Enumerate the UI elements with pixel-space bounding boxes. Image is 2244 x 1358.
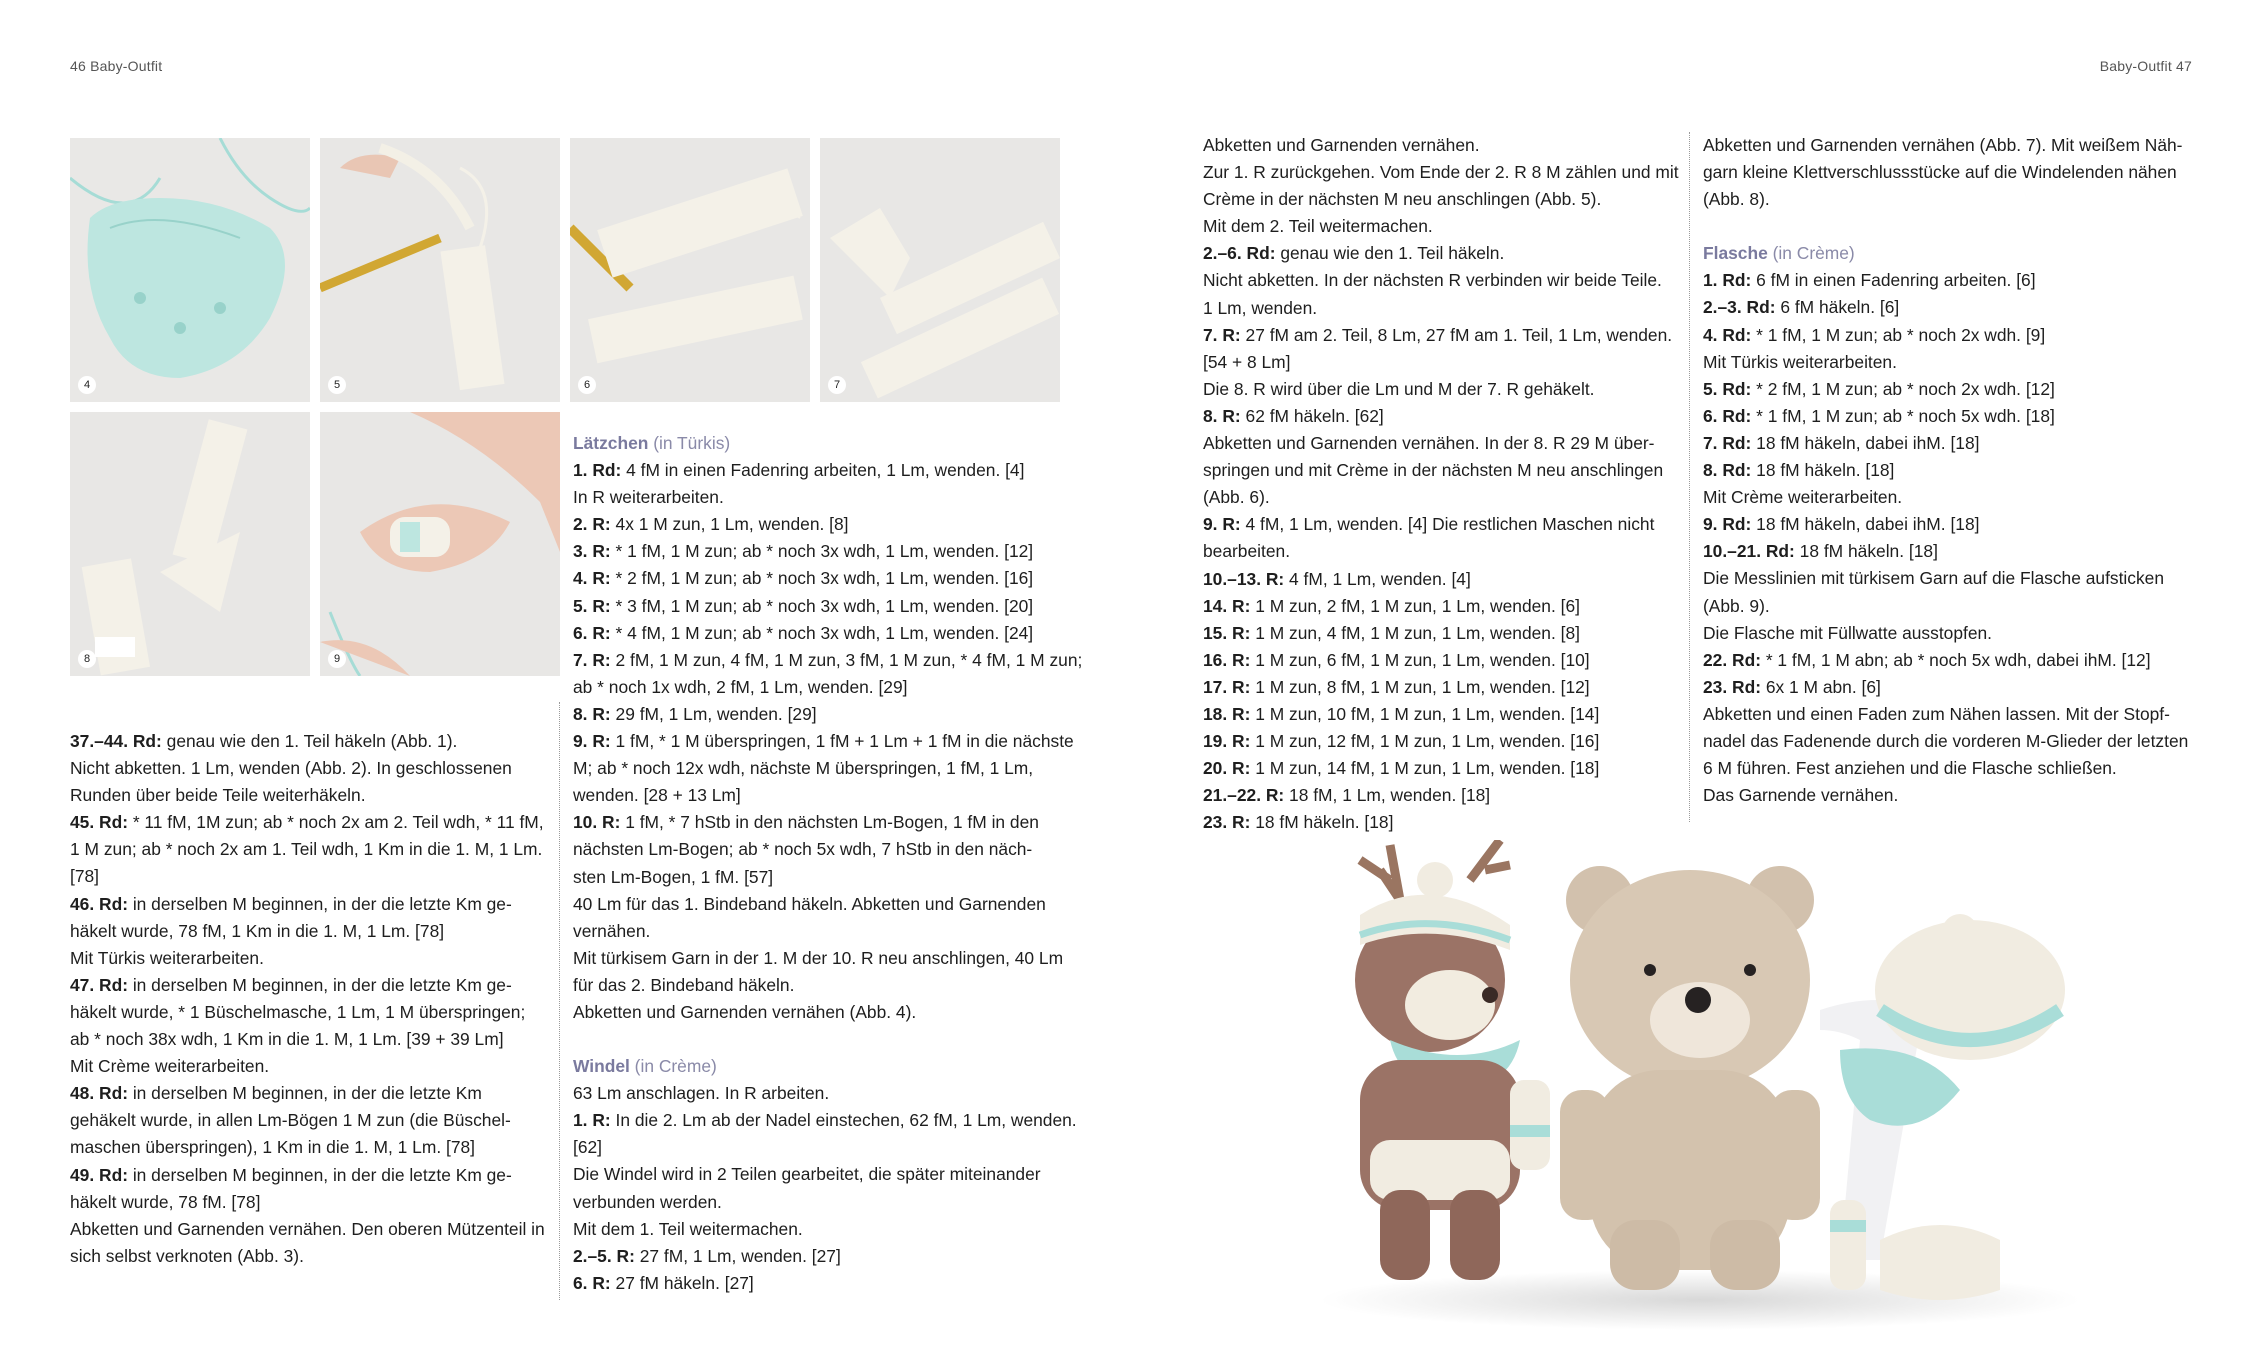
instruction-line <box>1703 403 2188 430</box>
instruction-text: (Abb. 6). <box>1203 487 1270 508</box>
row-label: 14. R: <box>1203 595 1251 616</box>
instruction-text: 1 M zun, 4 fM, 1 M zun, 1 Lm, wenden. [8] <box>1250 622 1580 643</box>
section-heading-windel: Windel (in Crème) <box>573 1056 717 1077</box>
instruction-text: 1 M zun, 2 fM, 1 M zun, 1 Lm, wenden. [6] <box>1250 595 1580 616</box>
instruction-line <box>1703 484 2188 511</box>
instruction-text: Die 8. R wird über die Lm und M der 7. R gehäkelt. <box>1203 378 1595 399</box>
instruction-text: 6 M führen. Fest anziehen und die Flasche schließen. <box>1703 758 2117 779</box>
row-label: 20. R: <box>1203 758 1251 779</box>
step-photo-6 <box>570 138 810 402</box>
instruction-line <box>1703 593 2188 620</box>
row-label: 6. R: <box>573 1272 611 1293</box>
instruction-text: 18 fM häkeln. [18] <box>1250 812 1394 833</box>
instruction-text: Mit dem 1. Teil weitermachen. <box>573 1218 803 1239</box>
instruction-line <box>70 1134 545 1161</box>
instruction-line <box>573 1270 1082 1297</box>
row-label: 1. Rd: <box>1703 270 1752 291</box>
instruction-text: * 1 fM, 1 M zun; ab * noch 5x wdh. [18] <box>1751 405 2055 426</box>
instruction-line <box>70 918 545 945</box>
row-label: 45. Rd: <box>70 812 128 833</box>
instruction-line <box>1703 349 2188 376</box>
instruction-text: Zur 1. R zurückgehen. Vom Ende der 2. R 8 M zählen und mit <box>1203 162 1679 183</box>
instruction-line <box>70 891 545 918</box>
instruction-text: 4 fM, 1 Lm, wenden. [4] <box>1284 568 1471 589</box>
instruction-text: In die 2. Lm ab der Nadel einstechen, 62 fM, 1 Lm, wenden. <box>610 1110 1077 1131</box>
instruction-line <box>1203 376 1679 403</box>
instruction-text: wenden. [28 + 13 Lm] <box>573 785 741 806</box>
instruction-line <box>1203 349 1679 376</box>
instruction-text: für das 2. Bindeband häkeln. <box>573 974 795 995</box>
instruction-line <box>1203 620 1679 647</box>
step-photo-4 <box>70 138 310 402</box>
instruction-text: vernähen. <box>573 920 651 941</box>
instruction-line <box>70 999 545 1026</box>
section-heading-flasche: Flasche (in Crème) <box>1703 243 1855 264</box>
instruction-line <box>1203 755 1679 782</box>
instruction-text: in derselben M beginnen, in der die letzte Km ge- <box>127 893 512 914</box>
instruction-text: [54 + 8 Lm] <box>1203 351 1291 372</box>
instruction-text: Nicht abketten. 1 Lm, wenden (Abb. 2). In geschlossenen <box>70 758 512 779</box>
column-divider <box>1689 132 1690 822</box>
photo-number-badge: 8 <box>78 650 96 668</box>
row-label: 5. Rd: <box>1703 378 1752 399</box>
instruction-line <box>573 728 1082 755</box>
row-label: 23. R: <box>1203 812 1251 833</box>
instruction-line <box>1703 267 2188 294</box>
instruction-text: ab * noch 38x wdh, 1 Km in die 1. M, 1 Lm. [39 + 39 Lm] <box>70 1029 504 1050</box>
instruction-text: 4 fM in einen Fadenring arbeiten, 1 Lm, wenden. [4] <box>621 460 1025 481</box>
instruction-text: Mit Crème weiterarbeiten. <box>70 1056 270 1077</box>
instruction-line <box>573 891 1082 918</box>
instruction-line <box>70 1053 545 1080</box>
column-divider <box>559 702 560 1300</box>
instruction-text: 1 Lm, wenden. <box>1203 297 1318 318</box>
instruction-text: bearbeiten. <box>1203 541 1291 562</box>
instruction-line <box>573 782 1082 809</box>
row-label: 46. Rd: <box>70 893 128 914</box>
instruction-text: in derselben M beginnen, in der die letzte Km ge- <box>127 1164 512 1185</box>
instruction-text: * 1 fM, 1 M zun; ab * noch 3x wdh, 1 Lm, wenden. [12] <box>610 541 1034 562</box>
instruction-text: * 2 fM, 1 M zun; ab * noch 3x wdh, 1 Lm, wenden. [16] <box>610 568 1034 589</box>
instruction-text: * 2 fM, 1 M zun; ab * noch 2x wdh. [12] <box>1751 378 2055 399</box>
row-label: 2.–5. R: <box>573 1245 635 1266</box>
instruction-text: (Abb. 9). <box>1703 595 1770 616</box>
row-label: 9. Rd: <box>1703 514 1752 535</box>
instruction-line <box>1703 430 2188 457</box>
instruction-line <box>1203 782 1679 809</box>
instruction-text: 1 M zun, 10 fM, 1 M zun, 1 Lm, wenden. [14] <box>1250 703 1600 724</box>
instruction-line <box>1203 674 1679 701</box>
row-label: 6. R: <box>573 622 611 643</box>
instruction-line <box>70 728 545 755</box>
instruction-text: Das Garnende vernähen. <box>1703 785 1899 806</box>
row-label: 10.–21. Rd: <box>1703 541 1795 562</box>
instruction-text: 6x 1 M abn. [6] <box>1760 676 1881 697</box>
row-label: 48. Rd: <box>70 1083 128 1104</box>
row-label: 3. R: <box>573 541 611 562</box>
instruction-line <box>1203 809 1679 836</box>
instruction-text: Die Windel wird in 2 Teilen gearbeitet, die später miteinander <box>573 1164 1041 1185</box>
row-label: 1. Rd: <box>573 460 622 481</box>
instruction-line <box>1203 403 1679 430</box>
instruction-text: Mit Crème weiterarbeiten. <box>1703 487 1903 508</box>
row-label: 6. Rd: <box>1703 405 1752 426</box>
instruction-text: 4x 1 M zun, 1 Lm, wenden. [8] <box>610 514 849 535</box>
instruction-text: Die Flasche mit Füllwatte ausstopfen. <box>1703 622 1993 643</box>
instruction-line <box>573 809 1082 836</box>
photo-number-badge: 4 <box>78 376 96 394</box>
instruction-line <box>70 972 545 999</box>
photo-number-badge: 5 <box>328 376 346 394</box>
instruction-text: 6 fM häkeln. [6] <box>1775 297 1900 318</box>
row-label: 10.–13. R: <box>1203 568 1285 589</box>
instruction-line <box>70 1026 545 1053</box>
right-page-number: 47 <box>2176 58 2192 74</box>
instruction-line <box>1203 484 1679 511</box>
row-label: 9. R: <box>1203 514 1241 535</box>
instruction-line <box>573 972 1082 999</box>
instruction-line <box>1203 566 1679 593</box>
instruction-text: [78] <box>70 866 100 887</box>
instruction-line <box>573 511 1082 538</box>
step-photo-8 <box>70 412 310 676</box>
instruction-line <box>1703 322 2188 349</box>
row-label: 2. R: <box>573 514 611 535</box>
instruction-line <box>1703 511 2188 538</box>
instruction-line <box>1703 674 2188 701</box>
instructions-column-4 <box>1703 132 2188 809</box>
instruction-text: 27 fM am 2. Teil, 8 Lm, 27 fM am 1. Teil, 1 Lm, wenden. <box>1240 324 1673 345</box>
instruction-line <box>70 1162 545 1189</box>
instruction-text: 18 fM häkeln. [18] <box>1794 541 1938 562</box>
instruction-text: 40 Lm für das 1. Bindeband häkeln. Abketten und Garnenden <box>573 893 1046 914</box>
instruction-text: Abketten und einen Faden zum Nähen lassen. Mit der Stopf- <box>1703 703 2170 724</box>
instruction-text: Abketten und Garnenden vernähen (Abb. 7). Mit weißem Näh- <box>1703 135 2183 155</box>
row-label: 10. R: <box>573 812 621 833</box>
instruction-text: 1 fM, * 1 M überspringen, 1 fM + 1 Lm + 1 fM in die nächste <box>610 731 1074 752</box>
row-label: 8. R: <box>573 703 611 724</box>
instruction-line <box>573 1107 1082 1134</box>
instruction-text: nächsten Lm-Bogen; ab * noch 5x wdh, 7 hStb in den näch- <box>573 839 1033 860</box>
left-page-header <box>70 58 162 74</box>
instruction-text: genau wie den 1. Teil häkeln. <box>1275 243 1505 264</box>
instruction-line <box>1703 538 2188 565</box>
photo-number-badge: 6 <box>578 376 596 394</box>
instruction-line <box>573 538 1082 565</box>
instruction-line <box>1703 376 2188 403</box>
instruction-text: 18 fM häkeln, dabei ihM. [18] <box>1751 432 1980 453</box>
instruction-text: 62 fM häkeln. [62] <box>1240 405 1384 426</box>
instruction-line <box>573 1080 1082 1107</box>
instruction-text: springen und mit Crème in der nächsten M neu anschlingen <box>1203 460 1664 481</box>
instruction-line <box>1203 430 1679 457</box>
instruction-text: häkelt wurde, 78 fM. [78] <box>70 1191 261 1212</box>
instruction-text: 1 M zun, 14 fM, 1 M zun, 1 Lm, wenden. [18] <box>1250 758 1600 779</box>
instruction-line <box>573 918 1082 945</box>
instruction-line <box>573 945 1082 972</box>
instruction-line <box>1203 538 1679 565</box>
instruction-line <box>573 1243 1082 1270</box>
instruction-line <box>1203 457 1679 484</box>
instruction-line <box>573 1134 1082 1161</box>
instruction-text: Mit Türkis weiterarbeiten. <box>1703 351 1897 372</box>
instruction-text: 27 fM, 1 Lm, wenden. [27] <box>634 1245 841 1266</box>
instruction-text: häkelt wurde, 78 fM, 1 Km in die 1. M, 1 Lm. [78] <box>70 920 445 941</box>
instruction-line <box>573 1161 1082 1188</box>
instruction-line <box>1703 132 2188 159</box>
instruction-line <box>1703 457 2188 484</box>
instruction-text: * 3 fM, 1 M zun; ab * noch 3x wdh, 1 Lm, wenden. [20] <box>610 595 1034 616</box>
instruction-line <box>1203 647 1679 674</box>
instruction-line <box>1703 565 2188 592</box>
instruction-text: in derselben M beginnen, in der die letzte Km <box>127 1083 482 1104</box>
instruction-line <box>1703 755 2188 782</box>
instruction-text: sten Lm-Bogen, 1 fM. [57] <box>573 866 774 887</box>
instruction-text: 29 fM, 1 Lm, wenden. [29] <box>610 703 817 724</box>
left-running-title: Baby-Outfit <box>90 58 163 74</box>
instruction-line <box>573 593 1082 620</box>
instruction-text: sich selbst verknoten (Abb. 3). <box>70 1245 304 1266</box>
instruction-text: 4 fM, 1 Lm, wenden. [4] Die restlichen Maschen nicht <box>1240 514 1655 535</box>
instruction-text: Crème in der nächsten M neu anschlingen (Abb. 5). <box>1203 189 1602 210</box>
instruction-line <box>1203 295 1679 322</box>
instruction-text: Mit Türkis weiterarbeiten. <box>70 947 264 968</box>
photo-number-badge: 9 <box>328 650 346 668</box>
instruction-text: häkelt wurde, * 1 Büschelmasche, 1 Lm, 1 M überspringen; <box>70 1001 526 1022</box>
instruction-text: Abketten und Garnenden vernähen. <box>1203 135 1480 155</box>
instruction-text: [62] <box>573 1137 603 1158</box>
instruction-line <box>1703 620 2188 647</box>
instruction-text: * 11 fM, 1M zun; ab * noch 2x am 2. Teil wdh, * 11 fM, <box>127 812 544 833</box>
row-label: 9. R: <box>573 731 611 752</box>
instruction-text: garn kleine Klettverschlussstücke auf die Windelenden nähen <box>1703 162 2177 183</box>
instruction-line <box>573 999 1082 1026</box>
instruction-line <box>1203 701 1679 728</box>
instruction-text: gehäkelt wurde, in allen Lm-Bögen 1 M zun (die Büschel- <box>70 1110 511 1131</box>
instruction-text: * 1 fM, 1 M zun; ab * noch 2x wdh. [9] <box>1751 324 2046 345</box>
row-label: 16. R: <box>1203 649 1251 670</box>
instruction-line <box>70 1243 545 1270</box>
instruction-line <box>1703 159 2188 186</box>
instruction-line <box>70 809 545 836</box>
right-page-header <box>2100 58 2192 74</box>
row-label: 8. Rd: <box>1703 460 1752 481</box>
instruction-line <box>573 755 1082 782</box>
instruction-line <box>573 457 1082 484</box>
row-label: 7. Rd: <box>1703 432 1752 453</box>
instruction-line <box>1203 132 1679 159</box>
instruction-line <box>1203 213 1679 240</box>
instruction-text: M; ab * noch 12x wdh, nächste M überspringen, 1 fM, 1 Lm, <box>573 758 1034 779</box>
instruction-line <box>1703 294 2188 321</box>
instruction-line <box>573 674 1082 701</box>
instruction-text: Abketten und Garnenden vernähen. Den oberen Mützenteil in <box>70 1218 545 1239</box>
instruction-line <box>70 1189 545 1216</box>
row-label: 4. Rd: <box>1703 324 1752 345</box>
row-label: 1. R: <box>573 1110 611 1131</box>
instruction-line <box>1703 782 2188 809</box>
instruction-text: Die Messlinien mit türkisem Garn auf die Flasche aufsticken <box>1703 568 2165 589</box>
instruction-text: nadel das Fadenende durch die vorderen M-Glieder der letzten <box>1703 730 2189 751</box>
photo-number-badge: 7 <box>828 376 846 394</box>
instruction-text: 1 fM, * 7 hStb in den nächsten Lm-Bogen, 1 fM in den <box>620 812 1039 833</box>
row-label: 49. Rd: <box>70 1164 128 1185</box>
instruction-text: verbunden werden. <box>573 1191 722 1212</box>
row-label: 37.–44. Rd: <box>70 731 162 751</box>
row-label: 22. Rd: <box>1703 649 1761 670</box>
instruction-text: 18 fM, 1 Lm, wenden. [18] <box>1284 785 1491 806</box>
step-photo-7 <box>820 138 1060 402</box>
instruction-line <box>1703 728 2188 755</box>
instruction-line <box>573 864 1082 891</box>
instruction-line <box>1203 593 1679 620</box>
row-label: 2.–3. Rd: <box>1703 297 1776 318</box>
row-label: 15. R: <box>1203 622 1251 643</box>
instruction-text: 6 fM in einen Fadenring arbeiten. [6] <box>1751 270 2036 291</box>
instruction-line <box>70 782 545 809</box>
instruction-text: 2 fM, 1 M zun, 4 fM, 1 M zun, 3 fM, 1 M zun, * 4 fM, 1 M zun; <box>610 649 1083 670</box>
instruction-line <box>70 755 545 782</box>
row-label: 5. R: <box>573 595 611 616</box>
row-label: 17. R: <box>1203 676 1251 697</box>
row-label: 18. R: <box>1203 703 1251 724</box>
row-label: 23. Rd: <box>1703 676 1761 697</box>
instructions-column-2 <box>573 430 1082 1297</box>
instruction-line <box>1203 159 1679 186</box>
instruction-line <box>573 1189 1082 1216</box>
instruction-text: * 1 fM, 1 M abn; ab * noch 5x wdh, dabei ihM. [12] <box>1760 649 2151 670</box>
instruction-line <box>573 620 1082 647</box>
instruction-line <box>1703 647 2188 674</box>
instruction-text: (Abb. 8). <box>1703 189 1770 210</box>
instruction-line <box>1203 186 1679 213</box>
instruction-text: 1 M zun; ab * noch 2x am 1. Teil wdh, 1 Km in die 1. M, 1 Lm. <box>70 839 543 860</box>
step-photo-5 <box>320 138 560 402</box>
instruction-text: Nicht abketten. In der nächsten R verbinden wir beide Teile. <box>1203 270 1662 291</box>
instruction-line <box>573 647 1082 674</box>
instruction-text: In R weiterarbeiten. <box>573 487 724 508</box>
instruction-text: 1 M zun, 6 fM, 1 M zun, 1 Lm, wenden. [10] <box>1250 649 1590 670</box>
row-label: 2.–6. Rd: <box>1203 243 1276 264</box>
instruction-line <box>573 565 1082 592</box>
row-label: 19. R: <box>1203 731 1251 752</box>
finished-toys-photo <box>1320 840 2090 1340</box>
instruction-text: maschen überspringen), 1 Km in die 1. M, 1 Lm. [78] <box>70 1137 476 1158</box>
instruction-text: 18 fM häkeln. [18] <box>1751 460 1895 481</box>
row-label: 7. R: <box>1203 324 1241 345</box>
instruction-line <box>70 1107 545 1134</box>
instruction-line <box>70 1080 545 1107</box>
instruction-text: in derselben M beginnen, in der die letzte Km ge- <box>127 974 512 995</box>
instruction-text: 1 M zun, 12 fM, 1 M zun, 1 Lm, wenden. [16] <box>1250 731 1600 752</box>
instruction-line <box>1203 511 1679 538</box>
instruction-line <box>1703 701 2188 728</box>
section-heading-laetzchen: Lätzchen (in Türkis) <box>573 433 731 453</box>
instruction-text: Runden über beide Teile weiterhäkeln. <box>70 785 366 806</box>
instruction-text: 63 Lm anschlagen. In R arbeiten. <box>573 1083 830 1104</box>
instructions-column-3 <box>1203 132 1679 836</box>
instruction-line <box>1203 322 1679 349</box>
instruction-line <box>573 836 1082 863</box>
instruction-line <box>573 1216 1082 1243</box>
instruction-text: genau wie den 1. Teil häkeln (Abb. 1). <box>161 731 458 751</box>
row-label: 7. R: <box>573 649 611 670</box>
row-label: 4. R: <box>573 568 611 589</box>
row-label: 21.–22. R: <box>1203 785 1285 806</box>
instruction-line <box>70 863 545 890</box>
instruction-line <box>70 945 545 972</box>
instruction-text: Abketten und Garnenden vernähen. In der 8. R 29 M über- <box>1203 433 1655 454</box>
instruction-line <box>70 1216 545 1243</box>
instruction-text: ab * noch 1x wdh, 2 fM, 1 Lm, wenden. [29] <box>573 676 908 697</box>
instruction-line <box>1203 267 1679 294</box>
instruction-line <box>1203 728 1679 755</box>
instruction-text: * 4 fM, 1 M zun; ab * noch 3x wdh, 1 Lm, wenden. [24] <box>610 622 1034 643</box>
row-label: 47. Rd: <box>70 974 128 995</box>
instruction-line <box>1203 240 1679 267</box>
instruction-line <box>573 484 1082 511</box>
step-photo-9 <box>320 412 560 676</box>
instruction-line <box>70 836 545 863</box>
instruction-text: Mit dem 2. Teil weitermachen. <box>1203 216 1433 237</box>
instruction-line <box>573 701 1082 728</box>
instructions-column-1 <box>70 728 545 1270</box>
instruction-text: Mit türkisem Garn in der 1. M der 10. R neu anschlingen, 40 Lm <box>573 947 1064 968</box>
right-running-title: Baby-Outfit <box>2099 58 2172 74</box>
instruction-text: Abketten und Garnenden vernähen (Abb. 4). <box>573 1001 917 1022</box>
left-page-number: 46 <box>70 58 86 74</box>
instruction-text: 18 fM häkeln, dabei ihM. [18] <box>1751 514 1980 535</box>
instruction-text: 1 M zun, 8 fM, 1 M zun, 1 Lm, wenden. [12] <box>1250 676 1590 697</box>
row-label: 8. R: <box>1203 405 1241 426</box>
instruction-line <box>1703 186 2188 213</box>
instruction-text: 27 fM häkeln. [27] <box>610 1272 754 1293</box>
